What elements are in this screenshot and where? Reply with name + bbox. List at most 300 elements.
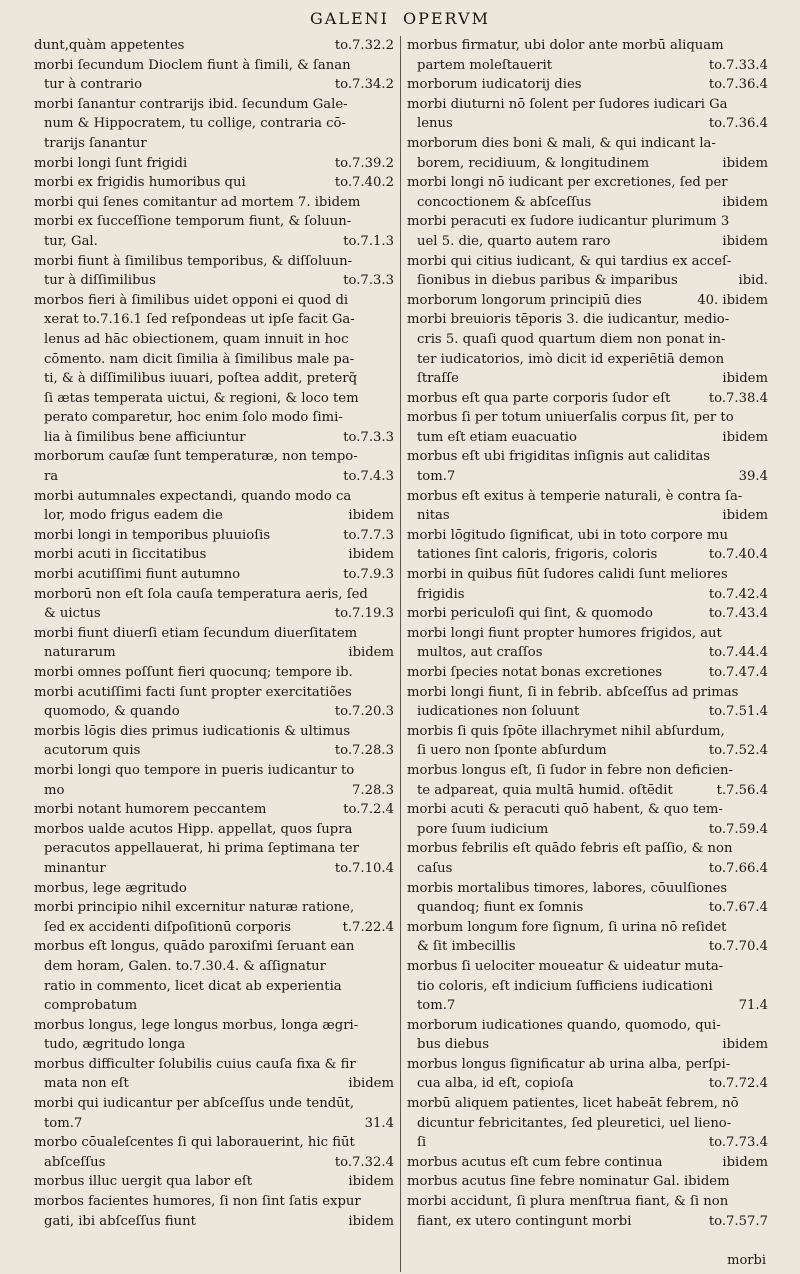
- entry-reference: ibidem: [722, 1154, 768, 1170]
- entry-line: [407, 604, 768, 624]
- entry-line: [34, 1192, 394, 1212]
- entry-text: ſed ex accidenti diſpoſitionū corporis: [44, 919, 292, 935]
- entry-line: [407, 839, 768, 859]
- entry-text: morbi ex ſucceſſione temporum fiunt, & ſoluun-: [34, 214, 352, 230]
- entry-reference: to.7.28.3: [334, 743, 394, 759]
- index-entry: [34, 526, 394, 546]
- index-entry: [34, 447, 394, 486]
- entry-reference: to.7.3.3: [343, 273, 394, 289]
- entry-line: [407, 996, 768, 1016]
- index-entry: [407, 447, 768, 486]
- entry-line: [407, 1094, 768, 1114]
- right-column: [401, 36, 774, 1272]
- index-entry: [34, 193, 394, 213]
- entry-text: morbis ſi quis ſpōte illachrymet nihil abſurdum,: [407, 723, 725, 739]
- entry-reference: to.7.66.4: [708, 860, 768, 876]
- entry-text: ſtraſſe: [417, 371, 459, 387]
- entry-text: morbi acutiſſimi fiunt autumno: [34, 567, 241, 583]
- entry-line: [34, 937, 394, 957]
- index-entry: [34, 1016, 394, 1055]
- entry-reference: to.7.36.4: [708, 77, 768, 93]
- entry-text: gati, ibi abſceſſus fiunt: [44, 1213, 196, 1229]
- entry-line: [34, 467, 394, 487]
- entry-line: [407, 75, 768, 95]
- entry-text: morbos facientes humores, ſi non ſint ſatis expur: [34, 1194, 361, 1210]
- entry-text: nitas: [417, 508, 450, 524]
- entry-reference: to.7.43.4: [708, 606, 768, 622]
- entry-text: perato comparetur, hoc enim ſolo modo ſimi-: [44, 410, 343, 426]
- entry-line: [407, 624, 768, 644]
- entry-line: [407, 643, 768, 663]
- catchword: morbi: [727, 1253, 766, 1268]
- entry-text: morbi longi quo tempore in pueris iudicantur to: [34, 762, 355, 778]
- index-entry: [34, 820, 394, 879]
- entry-line: [34, 350, 394, 370]
- entry-text: morbi acuti & peracuti quō habent, & quo tem-: [407, 802, 723, 818]
- entry-line: [34, 800, 394, 820]
- entry-line: [407, 1133, 768, 1153]
- entry-text: uel 5. die, quarto autem raro: [417, 233, 611, 249]
- index-entry: [34, 95, 394, 154]
- entry-reference: to.7.40.4: [708, 547, 768, 563]
- entry-text: morbi qui ſenes comitantur ad mortem 7. ibidem: [34, 194, 361, 210]
- entry-line: [407, 1055, 768, 1075]
- entry-text: morbos fieri à ſimilibus uidet opponi ei quod di: [34, 292, 349, 308]
- entry-line: [407, 291, 768, 311]
- entry-text: morbi principio nihil excernitur naturæ ratione,: [34, 900, 355, 916]
- entry-text: cua alba, id eſt, copioſa: [417, 1076, 574, 1092]
- header-left: GALENI: [310, 8, 389, 28]
- entry-line: [34, 428, 394, 448]
- entry-text: tur, Gal.: [44, 233, 98, 249]
- entry-text: mo: [44, 782, 65, 798]
- entry-reference: to.7.3.3: [343, 429, 394, 445]
- index-entry: [407, 1055, 768, 1094]
- entry-text: morbi longi fiunt propter humores frigidos, aut: [407, 625, 722, 641]
- entry-text: lenus ad hāc obiectionem, quam innuit in hoc: [44, 331, 349, 347]
- entry-text: morbi fiunt à ſimilibus temporibus, & diſſoluun-: [34, 253, 353, 269]
- entry-reference: to.7.2.4: [343, 802, 394, 818]
- entry-text: morbi longi in temporibus pluuioſis: [34, 527, 271, 543]
- index-entry: [407, 95, 768, 134]
- entry-text: tom.7: [417, 469, 456, 485]
- entry-text: quomodo, & quando: [44, 704, 180, 720]
- entry-text: abſceſſus: [44, 1154, 106, 1170]
- index-entry: [34, 761, 394, 800]
- entry-reference: t.7.56.4: [716, 782, 768, 798]
- entry-text: dem horam, Galen. to.7.30.4. & aſſignatur: [44, 958, 326, 974]
- entry-line: [34, 722, 394, 742]
- entry-line: [407, 977, 768, 997]
- index-entry: [407, 722, 768, 761]
- entry-reference: to.7.57.7: [708, 1213, 768, 1229]
- index-entry: [407, 663, 768, 683]
- entry-line: [34, 898, 394, 918]
- entry-text: morbū aliquem patientes, licet habeāt febrem, nō: [407, 1096, 739, 1112]
- index-entry: [407, 918, 768, 957]
- entry-reference: ibidem: [722, 508, 768, 524]
- entry-reference: to.7.42.4: [708, 586, 768, 602]
- entry-line: [34, 114, 394, 134]
- index-entry: [34, 36, 394, 56]
- entry-line: [34, 1153, 394, 1173]
- entry-text: morbus acutus eſt cum febre continua: [407, 1154, 663, 1170]
- entry-reference: to.7.38.4: [708, 390, 768, 406]
- entry-text: lenus: [417, 116, 453, 132]
- entry-text: morborum dies boni & mali, & qui indicant la-: [407, 135, 716, 151]
- entry-reference: to.7.33.4: [708, 57, 768, 73]
- entry-line: [34, 761, 394, 781]
- entry-text: morbus eſt longus, quādo paroxiſmi ſeruant ean: [34, 939, 355, 955]
- index-entry: [407, 624, 768, 663]
- entry-text: morbi longi nō iudicant per excretiones, ſed per: [407, 175, 728, 191]
- entry-text: morbi acuti in ſiccitatibus: [34, 547, 207, 563]
- entry-line: [34, 271, 394, 291]
- entry-text: morbos ualde acutos Hipp. appellat, quos ſupra: [34, 821, 353, 837]
- entry-text: ra: [44, 469, 59, 485]
- entry-line: [34, 1133, 394, 1153]
- entry-text: morborum iudicationes quando, quomodo, qui-: [407, 1017, 721, 1033]
- entry-line: [34, 134, 394, 154]
- entry-line: [34, 389, 394, 409]
- index-entry: [34, 722, 394, 761]
- index-entry: [34, 683, 394, 722]
- entry-text: morbi qui iudicantur per abſceſſus unde tendūt,: [34, 1096, 355, 1112]
- entry-line: [407, 1074, 768, 1094]
- entry-reference: ibidem: [348, 1076, 394, 1092]
- entry-text: te adpareat, quia multā humid. oſtēdit: [417, 782, 673, 798]
- entry-reference: 39.4: [738, 469, 768, 485]
- entry-text: & uictus: [44, 606, 101, 622]
- entry-text: morbis mortalibus timores, labores, cōuulſiones: [407, 880, 728, 896]
- entry-text: morbus eſt ubi frigiditas inſignis aut caliditas: [407, 449, 711, 465]
- entry-line: [34, 1016, 394, 1036]
- entry-text: iudicationes non ſoluunt: [417, 704, 580, 720]
- index-entry: [34, 898, 394, 937]
- entry-line: [407, 820, 768, 840]
- entry-line: [407, 918, 768, 938]
- entry-line: [407, 369, 768, 389]
- index-entry: [407, 1172, 768, 1192]
- entry-text: dicuntur febricitantes, ſed pleuretici, uel lieno-: [417, 1115, 732, 1131]
- entry-line: [407, 95, 768, 115]
- entry-text: morbus eſt qua parte corporis ſudor eſt: [407, 390, 671, 406]
- entry-text: ſi: [417, 1135, 427, 1151]
- entry-line: [34, 977, 394, 997]
- entry-line: [407, 252, 768, 272]
- entry-line: [407, 741, 768, 761]
- entry-text: mata non eſt: [44, 1076, 129, 1092]
- entry-line: [34, 408, 394, 428]
- entry-text: morbi qui citius iudicant, & qui tardius ex acceſ-: [407, 253, 732, 269]
- entry-reference: to.7.32.2: [334, 38, 394, 53]
- index-entry: [407, 839, 768, 878]
- entry-text: ter iudicatorios, imò dicit id experiētiā demon: [417, 351, 725, 367]
- entry-reference: ibidem: [722, 429, 768, 445]
- entry-reference: to.7.19.3: [334, 606, 394, 622]
- index-entry: [407, 75, 768, 95]
- entry-reference: to.7.52.4: [708, 743, 768, 759]
- entry-reference: to.7.47.4: [708, 665, 768, 680]
- entry-text: tudo, ægritudo longa: [44, 1037, 186, 1053]
- entry-text: morborū non eſt ſola cauſa temperatura aeris, ſed: [34, 586, 368, 602]
- entry-text: tom.7: [417, 998, 456, 1014]
- entry-line: [34, 663, 394, 683]
- entry-reference: to.7.10.4: [334, 860, 394, 876]
- entry-text: lor, modo frigus eadem die: [44, 508, 223, 524]
- entry-line: [407, 702, 768, 722]
- entry-line: [34, 820, 394, 840]
- entry-text: peracutos appellauerat, hi prima ſeptimana ter: [44, 841, 359, 857]
- entry-reference: ibidem: [722, 233, 768, 249]
- entry-line: [407, 800, 768, 820]
- entry-line: [34, 585, 394, 605]
- entry-line: [407, 663, 768, 683]
- entry-reference: 71.4: [738, 998, 768, 1014]
- entry-reference: to.7.44.4: [708, 645, 768, 661]
- index-entry: [407, 683, 768, 722]
- entry-line: [407, 271, 768, 291]
- entry-text: num & Hippocratem, tu collige, contraria cō-: [44, 116, 346, 132]
- entry-line: [407, 1035, 768, 1055]
- running-header: [0, 0, 800, 36]
- index-entry: [407, 389, 768, 409]
- index-entry: [407, 408, 768, 447]
- entry-reference: ibidem: [722, 1037, 768, 1053]
- entry-text: ti, & à diſſimilibus iuuari, poſtea addit, preterq̃: [44, 371, 358, 387]
- entry-text: tum eſt etiam euacuatio: [417, 429, 577, 445]
- entry-line: [34, 36, 394, 56]
- index-entry: [34, 1172, 394, 1192]
- entry-text: morbi ſanantur contrarijs ibid. ſecundum Gale-: [34, 96, 348, 112]
- entry-reference: ibidem: [348, 508, 394, 524]
- entry-text: morbi omnes poſſunt fieri quocunq; tempore ib.: [34, 665, 353, 680]
- index-entry: [34, 291, 394, 448]
- entry-line: [34, 918, 394, 938]
- entry-line: [34, 839, 394, 859]
- entry-text: morbi lōgitudo ſignificat, ubi in toto corpore mu: [407, 527, 728, 543]
- entry-line: [407, 683, 768, 703]
- entry-reference: to.7.73.4: [708, 1135, 768, 1151]
- entry-reference: t.7.22.4: [342, 919, 394, 935]
- entry-reference: 40. ibidem: [697, 292, 768, 308]
- entry-reference: to.7.20.3: [334, 704, 394, 720]
- entry-line: [34, 741, 394, 761]
- entry-line: [407, 330, 768, 350]
- entry-line: [34, 1114, 394, 1134]
- entry-line: [407, 173, 768, 193]
- entry-line: [34, 487, 394, 507]
- entry-text: fiant, ex utero contingunt morbi: [417, 1213, 632, 1229]
- index-entry: [34, 800, 394, 820]
- index-entry: [407, 36, 768, 75]
- index-entry: [34, 56, 394, 95]
- index-entry: [407, 604, 768, 624]
- index-entry: [34, 663, 394, 683]
- entry-text: morbus difficulter ſolubilis cuius cauſa fixa & fir: [34, 1056, 356, 1072]
- index-entry: [34, 1055, 394, 1094]
- index-entry: [34, 154, 394, 174]
- index-entry: [34, 212, 394, 251]
- entry-reference: to.7.70.4: [708, 939, 768, 955]
- index-entry: [407, 310, 768, 388]
- entry-text: morbi diuturni nō ſolent per ſudores iudicari Ga: [407, 96, 728, 112]
- entry-text: morbi longi fiunt, ſi in febrib. abſceſſus ad primas: [407, 684, 739, 700]
- entry-line: [407, 898, 768, 918]
- entry-line: [34, 232, 394, 252]
- entry-text: tio coloris, eſt indicium ſufficiens iudicationi: [417, 978, 713, 994]
- index-entry: [407, 879, 768, 918]
- entry-text: morbi fiunt diuerſi etiam ſecundum diuerſitatem: [34, 625, 358, 641]
- entry-reference: ibid.: [738, 273, 768, 289]
- entry-line: [34, 996, 394, 1016]
- entry-text: morborum iudicatorij dies: [407, 77, 582, 93]
- entry-line: [407, 879, 768, 899]
- entry-text: morbi acutiſſimi facti ſunt propter exercitatiões: [34, 684, 352, 700]
- entry-line: [34, 604, 394, 624]
- entry-line: [407, 447, 768, 467]
- entry-line: [34, 545, 394, 565]
- index-columns: [28, 36, 774, 1272]
- entry-reference: to.7.36.4: [708, 116, 768, 132]
- entry-line: [407, 859, 768, 879]
- index-entry: [407, 173, 768, 212]
- entry-text: caſus: [417, 860, 453, 876]
- entry-line: [407, 408, 768, 428]
- entry-reference: 31.4: [364, 1115, 394, 1131]
- entry-line: [34, 1212, 394, 1232]
- entry-line: [34, 291, 394, 311]
- entry-line: [407, 761, 768, 781]
- entry-text: morbi ſecundum Dioclem fiunt à ſimili, & ſanan: [34, 57, 351, 73]
- entry-line: [34, 447, 394, 467]
- entry-line: [34, 1055, 394, 1075]
- entry-line: [407, 232, 768, 252]
- entry-line: [34, 252, 394, 272]
- entry-reference: to.7.34.2: [334, 77, 394, 93]
- entry-line: [34, 369, 394, 389]
- entry-line: [34, 1035, 394, 1055]
- index-entry: [34, 1094, 394, 1133]
- entry-text: morborum cauſæ ſunt temperaturæ, non tempo-: [34, 449, 358, 465]
- entry-text: morbi ex frigidis humoribus qui: [34, 175, 246, 191]
- entry-reference: ibidem: [722, 371, 768, 387]
- index-entry: [34, 252, 394, 291]
- entry-text: morbi accidunt, ſi plura menſtrua fiant, & ſi non: [407, 1194, 729, 1210]
- entry-text: dunt,quàm appetentes: [34, 38, 185, 53]
- entry-reference: ibidem: [722, 155, 768, 171]
- entry-reference: ibidem: [348, 1174, 394, 1190]
- index-entry: [34, 585, 394, 624]
- entry-line: [407, 36, 768, 56]
- entry-line: [34, 1074, 394, 1094]
- entry-reference: to.7.67.4: [708, 900, 768, 916]
- entry-line: [407, 1192, 768, 1212]
- entry-text: xerat to.7.16.1 ſed reſpondeas ut ipſe facit Ga-: [44, 312, 355, 328]
- entry-text: morbus eſt exitus à temperie naturali, è contra ſa-: [407, 488, 743, 504]
- entry-reference: ibidem: [348, 645, 394, 661]
- entry-text: morbi longi ſunt frigidi: [34, 155, 188, 171]
- index-entry: [34, 173, 394, 193]
- entry-text: morbus longus eſt, ſi ſudor in febre non deficien-: [407, 762, 733, 778]
- entry-text: ſionibus in diebus paribus & imparibus: [417, 273, 678, 289]
- entry-line: [34, 330, 394, 350]
- entry-line: [407, 389, 768, 409]
- index-entry: [407, 134, 768, 173]
- index-entry: [34, 624, 394, 663]
- entry-text: morbus illuc uergit qua labor eſt: [34, 1174, 253, 1190]
- entry-text: concoctionem & abſceſſus: [417, 194, 592, 210]
- entry-reference: to.7.40.2: [334, 175, 394, 191]
- entry-line: [407, 565, 768, 585]
- entry-text: frigidis: [417, 586, 465, 602]
- entry-line: [407, 526, 768, 546]
- index-entry: [34, 565, 394, 585]
- index-entry: [407, 1016, 768, 1055]
- index-entry: [407, 761, 768, 800]
- entry-line: [407, 56, 768, 76]
- entry-text: lia à ſimilibus bene afficiuntur: [44, 429, 246, 445]
- entry-line: [407, 134, 768, 154]
- entry-line: [34, 56, 394, 76]
- entry-text: morbi peracuti ex ſudore iudicantur plurimum 3: [407, 214, 730, 230]
- entry-text: bus diebus: [417, 1037, 490, 1053]
- entry-reference: to.7.7.3: [343, 527, 394, 543]
- entry-line: [34, 565, 394, 585]
- entry-text: ratio in commento, licet dicat ab experientia: [44, 978, 342, 994]
- entry-line: [407, 722, 768, 742]
- entry-reference: ibidem: [348, 1213, 394, 1229]
- entry-line: [34, 526, 394, 546]
- index-entry: [407, 291, 768, 311]
- entry-text: ſi uero non ſponte abſurdum: [417, 743, 607, 759]
- entry-line: [34, 193, 394, 213]
- entry-text: morbus, lege ægritudo: [34, 880, 187, 896]
- entry-line: [407, 350, 768, 370]
- entry-text: morbus febrilis eſt quādo febris eſt paſſio, & non: [407, 841, 733, 857]
- entry-text: ſi ætas temperata uictui, & regioni, & loco tem: [44, 390, 359, 406]
- entry-text: pore ſuum iudicium: [417, 821, 549, 837]
- index-entry: [407, 212, 768, 251]
- entry-reference: to.7.1.3: [343, 233, 394, 249]
- entry-text: & ſit imbecillis: [417, 939, 516, 955]
- entry-reference: ibidem: [348, 547, 394, 563]
- entry-line: [34, 154, 394, 174]
- entry-line: [407, 193, 768, 213]
- index-entry: [34, 1192, 394, 1231]
- index-entry: [407, 800, 768, 839]
- entry-text: morbi notant humorem peccantem: [34, 802, 267, 818]
- entry-line: [407, 1016, 768, 1036]
- entry-text: morbus longus ſignificatur ab urina alba, perſpi-: [407, 1056, 731, 1072]
- entry-line: [407, 1153, 768, 1173]
- entry-line: [407, 1212, 768, 1232]
- entry-text: tur à contrario: [44, 77, 143, 93]
- entry-line: [34, 624, 394, 644]
- entry-reference: to.7.59.4: [708, 821, 768, 837]
- entry-text: morbi periculoſi qui ſint, & quomodo: [407, 606, 653, 622]
- entry-line: [34, 683, 394, 703]
- entry-line: [34, 173, 394, 193]
- entry-line: [34, 95, 394, 115]
- entry-text: morborum longorum principiū dies: [407, 292, 642, 308]
- entry-line: [34, 859, 394, 879]
- entry-line: [407, 212, 768, 232]
- index-entry: [34, 545, 394, 565]
- entry-text: minantur: [44, 860, 106, 876]
- entry-line: [407, 1172, 768, 1192]
- index-entry: [407, 957, 768, 1016]
